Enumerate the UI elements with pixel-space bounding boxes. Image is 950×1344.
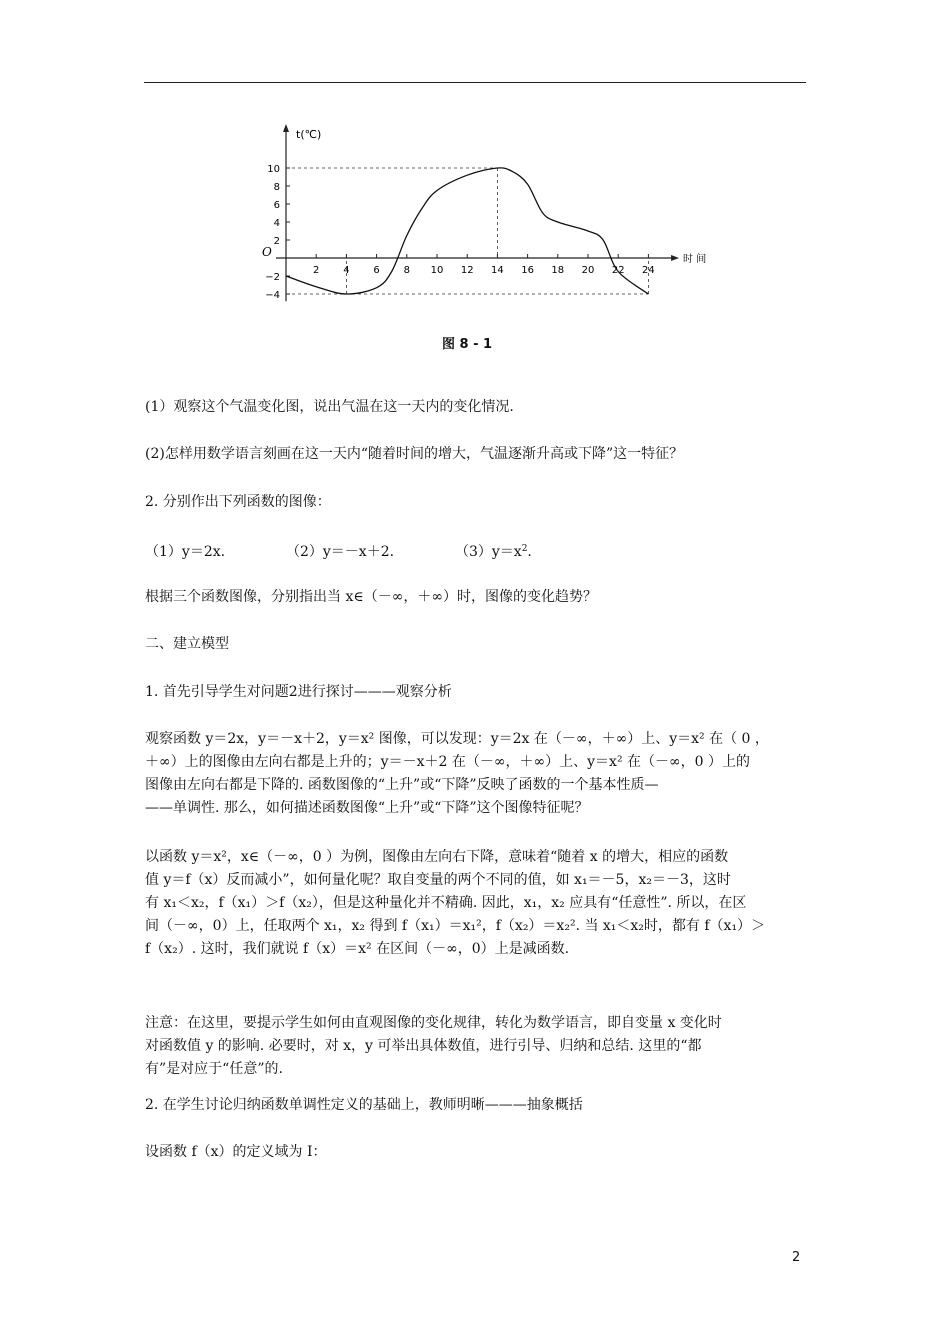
question-1: (1）观察这个气温变化图，说出气温在这一天内的变化情况. bbox=[145, 399, 514, 415]
y-tick-label: 6 bbox=[273, 200, 280, 211]
x-tick-label: 20 bbox=[581, 265, 595, 276]
function-1: （1）y＝2x. bbox=[145, 544, 226, 560]
y-tick-label: −4 bbox=[265, 290, 280, 301]
temperature-chart bbox=[250, 120, 710, 320]
y-tick-label: 2 bbox=[273, 236, 280, 247]
page-number: 2 bbox=[792, 1250, 801, 1265]
question-2: (2)怎样用数学语言刻画在这一天内“随着时间的增大，气温逐渐升高或下降”这一特征？ bbox=[145, 446, 684, 462]
x-tick-label: 12 bbox=[460, 265, 474, 276]
task-2: 2. 分别作出下列函数的图像： bbox=[145, 494, 331, 510]
observation-paragraph: 观察函数 y＝2x，y＝－x＋2，y＝x² 图像，可以发现：y＝2x 在（－∞，＋∞）上、y＝x² 在（ 0 ， ＋∞）上的图像由左向右都是上升的；y＝－x＋2 在（－∞，＋∞）上、y＝x² 在（－∞，0 ）上的 图像由左向右都是下降的. 函数图像的“上升”或“下降”反映了函数的一个基本性质— ——单调性. 那么，如何描述函数图像“上升”或“下降”这个图像特征呢？ bbox=[145, 731, 769, 816]
x-axis-arrow bbox=[671, 255, 679, 261]
function-3: $(3)y=x^2$. bbox=[454, 544, 532, 560]
trend-question: 根据三个函数图像，分别指出当 x∈（－∞，＋∞）时，图像的变化趋势？ bbox=[145, 589, 598, 605]
x-tick-label: 6 bbox=[373, 265, 380, 276]
y-tick-label: 4 bbox=[273, 218, 280, 229]
section-heading: 二、建立模型 bbox=[145, 636, 229, 652]
figure-caption: 图 8 - 1 bbox=[442, 337, 493, 352]
x-tick-label: 22 bbox=[611, 265, 625, 276]
x-tick-label: 14 bbox=[491, 265, 504, 276]
x-tick-label: 2 bbox=[313, 265, 320, 276]
function-2: （2）y＝－x＋2. bbox=[285, 544, 395, 560]
x-tick-label: 18 bbox=[551, 265, 565, 276]
origin-label: O bbox=[262, 245, 272, 259]
example-paragraph: 以函数 y＝x²，x∈（－∞，0 ）为例，图像由左向右下降，意味着“随着 x 的增大，相应的函数 值 y＝f（x）反而减小”，如何量化呢？取自变量的两个不同的值，如 x₁＝－5，x₂＝－3，这时 有 x₁＜x₂，f（x₁）＞f（x₂），但是这种量化并不精确. 因此，x₁，x₂ 应具有“任意性”. 所以，在区 间（－∞，0）上，任取两个 x₁，x₂ 得到 f（x₁）＝x₁²，f（x₂）＝x₂². 当 x₁＜x₂时，都有 f（x₁）＞ f（x₂）. 这时，我们就说 f（x）＝x² 在区间（－∞，0）上是减函数. bbox=[145, 849, 766, 957]
y-tick-label: −2 bbox=[265, 272, 280, 283]
x-tick-label: 4 bbox=[343, 265, 350, 276]
x-tick-label: 24 bbox=[642, 265, 655, 276]
y-tick-label: 10 bbox=[267, 164, 280, 175]
domain-definition: 设函数 f（x）的定义域为 I： bbox=[145, 1144, 327, 1160]
x-tick-label: 10 bbox=[430, 265, 444, 276]
note-paragraph: 注意：在这里，要提示学生如何由直观图像的变化规律，转化为数学语言，即自变量 x 变化时 对函数值 y 的影响. 必要时，对 x，y 可举出具体数值，进行引导、归纳和总结. 这里的“都 有”是对应于“任意”的. bbox=[145, 1015, 722, 1077]
header-rule bbox=[144, 82, 806, 83]
x-tick-label: 16 bbox=[521, 265, 534, 276]
step-2: 2. 在学生讨论归纳函数单调性定义的基础上，教师明晰———抽象概括 bbox=[145, 1097, 583, 1113]
function-list bbox=[145, 538, 810, 564]
y-axis-arrow bbox=[283, 124, 289, 132]
y-axis-label: t(℃) bbox=[296, 128, 322, 141]
x-axis-label: 时 间 bbox=[683, 254, 707, 265]
x-tick-label: 8 bbox=[403, 265, 410, 276]
y-tick-label: 8 bbox=[273, 182, 280, 193]
step-1: 1. 首先引导学生对问题2进行探讨———观察分析 bbox=[145, 684, 452, 700]
